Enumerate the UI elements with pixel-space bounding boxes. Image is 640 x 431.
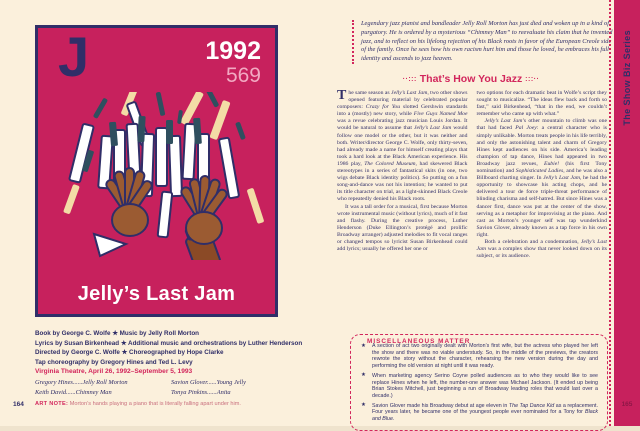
section-heading-text: That’s How You Jazz: [419, 73, 523, 85]
misc-bullet-text: When marketing agency Serino Coyne polled audiences as to who they would like to see replace Hines when he left, the number-one answer was Michael Jackson. (It ended up being Brian Stokes Mitchell, just beginning a run of Broadway leading roles that would last over a decade.): [372, 372, 598, 399]
body-column-2: [477, 90, 608, 260]
miscellaneous-matter-box: [350, 334, 608, 431]
venue-and-dates: Virginia Theatre, April 26, 1992–September 5, 1993: [35, 368, 193, 375]
cast-column-right: [171, 378, 307, 397]
cast-column-left: [35, 378, 171, 397]
falling-key-front: [158, 192, 173, 238]
series-tab-label-wrap: [614, 12, 640, 144]
miscellaneous-matter-list: [360, 343, 598, 423]
miscellaneous-matter-heading: MISCELLANEOUS MATTER: [363, 338, 474, 345]
star-bullet-icon: ★: [361, 402, 366, 409]
poster-letter: J: [58, 25, 90, 88]
paragraph: Jelly’s Last Jam’s other mountain to climb was one that had faced Pal Joey: a central character who is simply unlikable. Morton treats people in his life terribly, and only the astonishing talent and charm of Gregory Hines kept audiences on his side. America’s leading champion of tap dance, Hines had appeared in two Broadway jazz revues, Eubie! (his first Tony nomination) and Sophisticated Ladies, and he was also a Billboard charting singer. In Jelly’s Last Jam, he had the opportunity to showcase his acting chops, and he delivered a tour de force triple-threat performance of blinding charisma and self-hatred. But since Hines was a dancer first, dance was put at the center of the show, serving as a metaphor for improvising at the piano. And cast as Morton’s younger self was tap wunderkind Savion Glover, already known as a tap force in his own right.: [476, 118, 608, 238]
star-bullet-icon: ★: [361, 342, 366, 349]
misc-bullet-item: [361, 342, 598, 370]
cast-list: [35, 378, 307, 397]
misc-bullet-item: [361, 372, 598, 400]
cast-row: Keith David......Chimney Man: [35, 388, 112, 396]
heading-ornament-left-icon: ··:::: [402, 76, 417, 83]
right-hand: [180, 176, 229, 244]
cast-row: Tonya Pinkins......Anita: [171, 388, 231, 396]
misc-bullet-item: [361, 402, 598, 423]
art-note-text: Morton’s hands playing a piano that is literally falling apart under him.: [68, 401, 241, 407]
body-column-1: [337, 90, 468, 260]
paragraph: It was a tall order for a musical, first because Morton wrote instrumental music (without lyrics), much of it fast and flashy. During the creative process, Luther Henderson (Duke Ellington’s protégé and prolific Broadway arranger) adjusted melodies to fit vocal ranges or changed tempos so lyricist Susan Birkenhead could add lyrics; usually he offered her one or: [337, 203, 468, 253]
series-tab-label: The Show Biz Series: [622, 30, 632, 126]
cast-row: Savion Glover......Young Jelly: [171, 379, 247, 386]
page-number-right: 165: [621, 401, 633, 408]
body-text-columns: [337, 90, 607, 260]
poster-title: Jelly’s Last Jam: [77, 283, 236, 305]
misc-bullet-text: A section of act two originally dealt with Morton’s first wife, but the actress who played her left the show and there was no viable understudy. So, in the middle of the previews, the creators rewrote the story without the character, rehearsing the new version during the day and performing the old version at night until it was ready.: [372, 343, 598, 370]
paragraph: two options for each dramatic beat in Wolfe’s script they sought to musicalize. “The ideas flew back and forth so fast,” said Birkenhead, “that in the end, we couldn’t remember who came up with what.”: [476, 90, 607, 118]
piano-hands-illustration: [38, 92, 275, 260]
credit-line: Lyrics by Susan Birkenhead ★ Additional music and orchestrations by Luther Henderson: [35, 339, 303, 347]
credit-line: Directed by George C. Wolfe ★ Choreographed by Hope Clarke: [35, 349, 224, 357]
show-poster: [35, 25, 278, 317]
poster-year: 1992: [205, 37, 261, 65]
paragraph: Both a celebration and a condemnation, Jelly’s Last Jam was a complex show that never looked down on its subject, or its audience.: [476, 238, 607, 260]
page-number-left: 164: [13, 401, 24, 408]
paragraph-text: he same season as Jelly’s Last Jam, two other shows opened featuring material by celebrated popular composers: Crazy for You slotted Gershwin standards into a (mostly) new story, while Five Guys Named Moe was a revue celebrating jazz musician Louis Jordan. It would be natural to assume that Jelly’s Last Jam would follow one model or the other, but it was neither and both. Writer/director George C. Wolfe, only thirty-seven, had already made a name for himself creating plays that took a hard look at the Black American experience. His 1986 play, The Colored Museum, had skewered Black stereotypes in a series of fantastical skits (in one, two wigs debate Black identity politics). So putting on a fun song-and-dance was not his intention; he wanted to put its title character on trial, as a light-skinned Black Creole who repeatedly denied his Black roots.: [337, 90, 468, 203]
synopsis-intro: Legendary jazz pianist and bandleader Jelly Roll Morton has just died and woken up in a kind of purgatory. He is ordered by a mysterious “Chimney Man” to reevaluate his claim that he invented jazz, and to reflect on his lifelong rejection of his Black roots in favor of the European Creole side of the family. Once he sees how his own racism hurt him and those he loved, he embraces his full identity and ascends to jazz heaven.: [352, 20, 613, 64]
poster-year-block: [205, 38, 261, 87]
art-note: [35, 401, 241, 407]
misc-bullet-text: Savion Glover made his Broadway debut at age eleven in The Tap Dance Kid as a replacement. Four years later, he became one of the youngest people ever nominated for a Tony for Black and Blue.: [372, 402, 598, 423]
cast-row: Gregory Hines......Jelly Roll Morton: [35, 379, 128, 386]
series-tab: [614, 0, 640, 426]
heading-ornament-right-icon: :::··: [525, 76, 540, 83]
credit-line: Book by George C. Wolfe ★ Music by Jelly Roll Morton: [35, 330, 200, 337]
paragraph: [337, 90, 468, 204]
star-bullet-icon: ★: [361, 372, 366, 379]
art-note-label: ART NOTE:: [35, 401, 69, 407]
perforation-dotted-line: [609, 0, 611, 426]
drop-cap: T: [337, 88, 347, 103]
section-heading: [337, 73, 605, 85]
credits-block: [35, 329, 320, 367]
poster-show-number: 569: [225, 64, 261, 88]
credit-line: Tap choreography by Gregory Hines and Ted L. Levy: [35, 358, 193, 366]
